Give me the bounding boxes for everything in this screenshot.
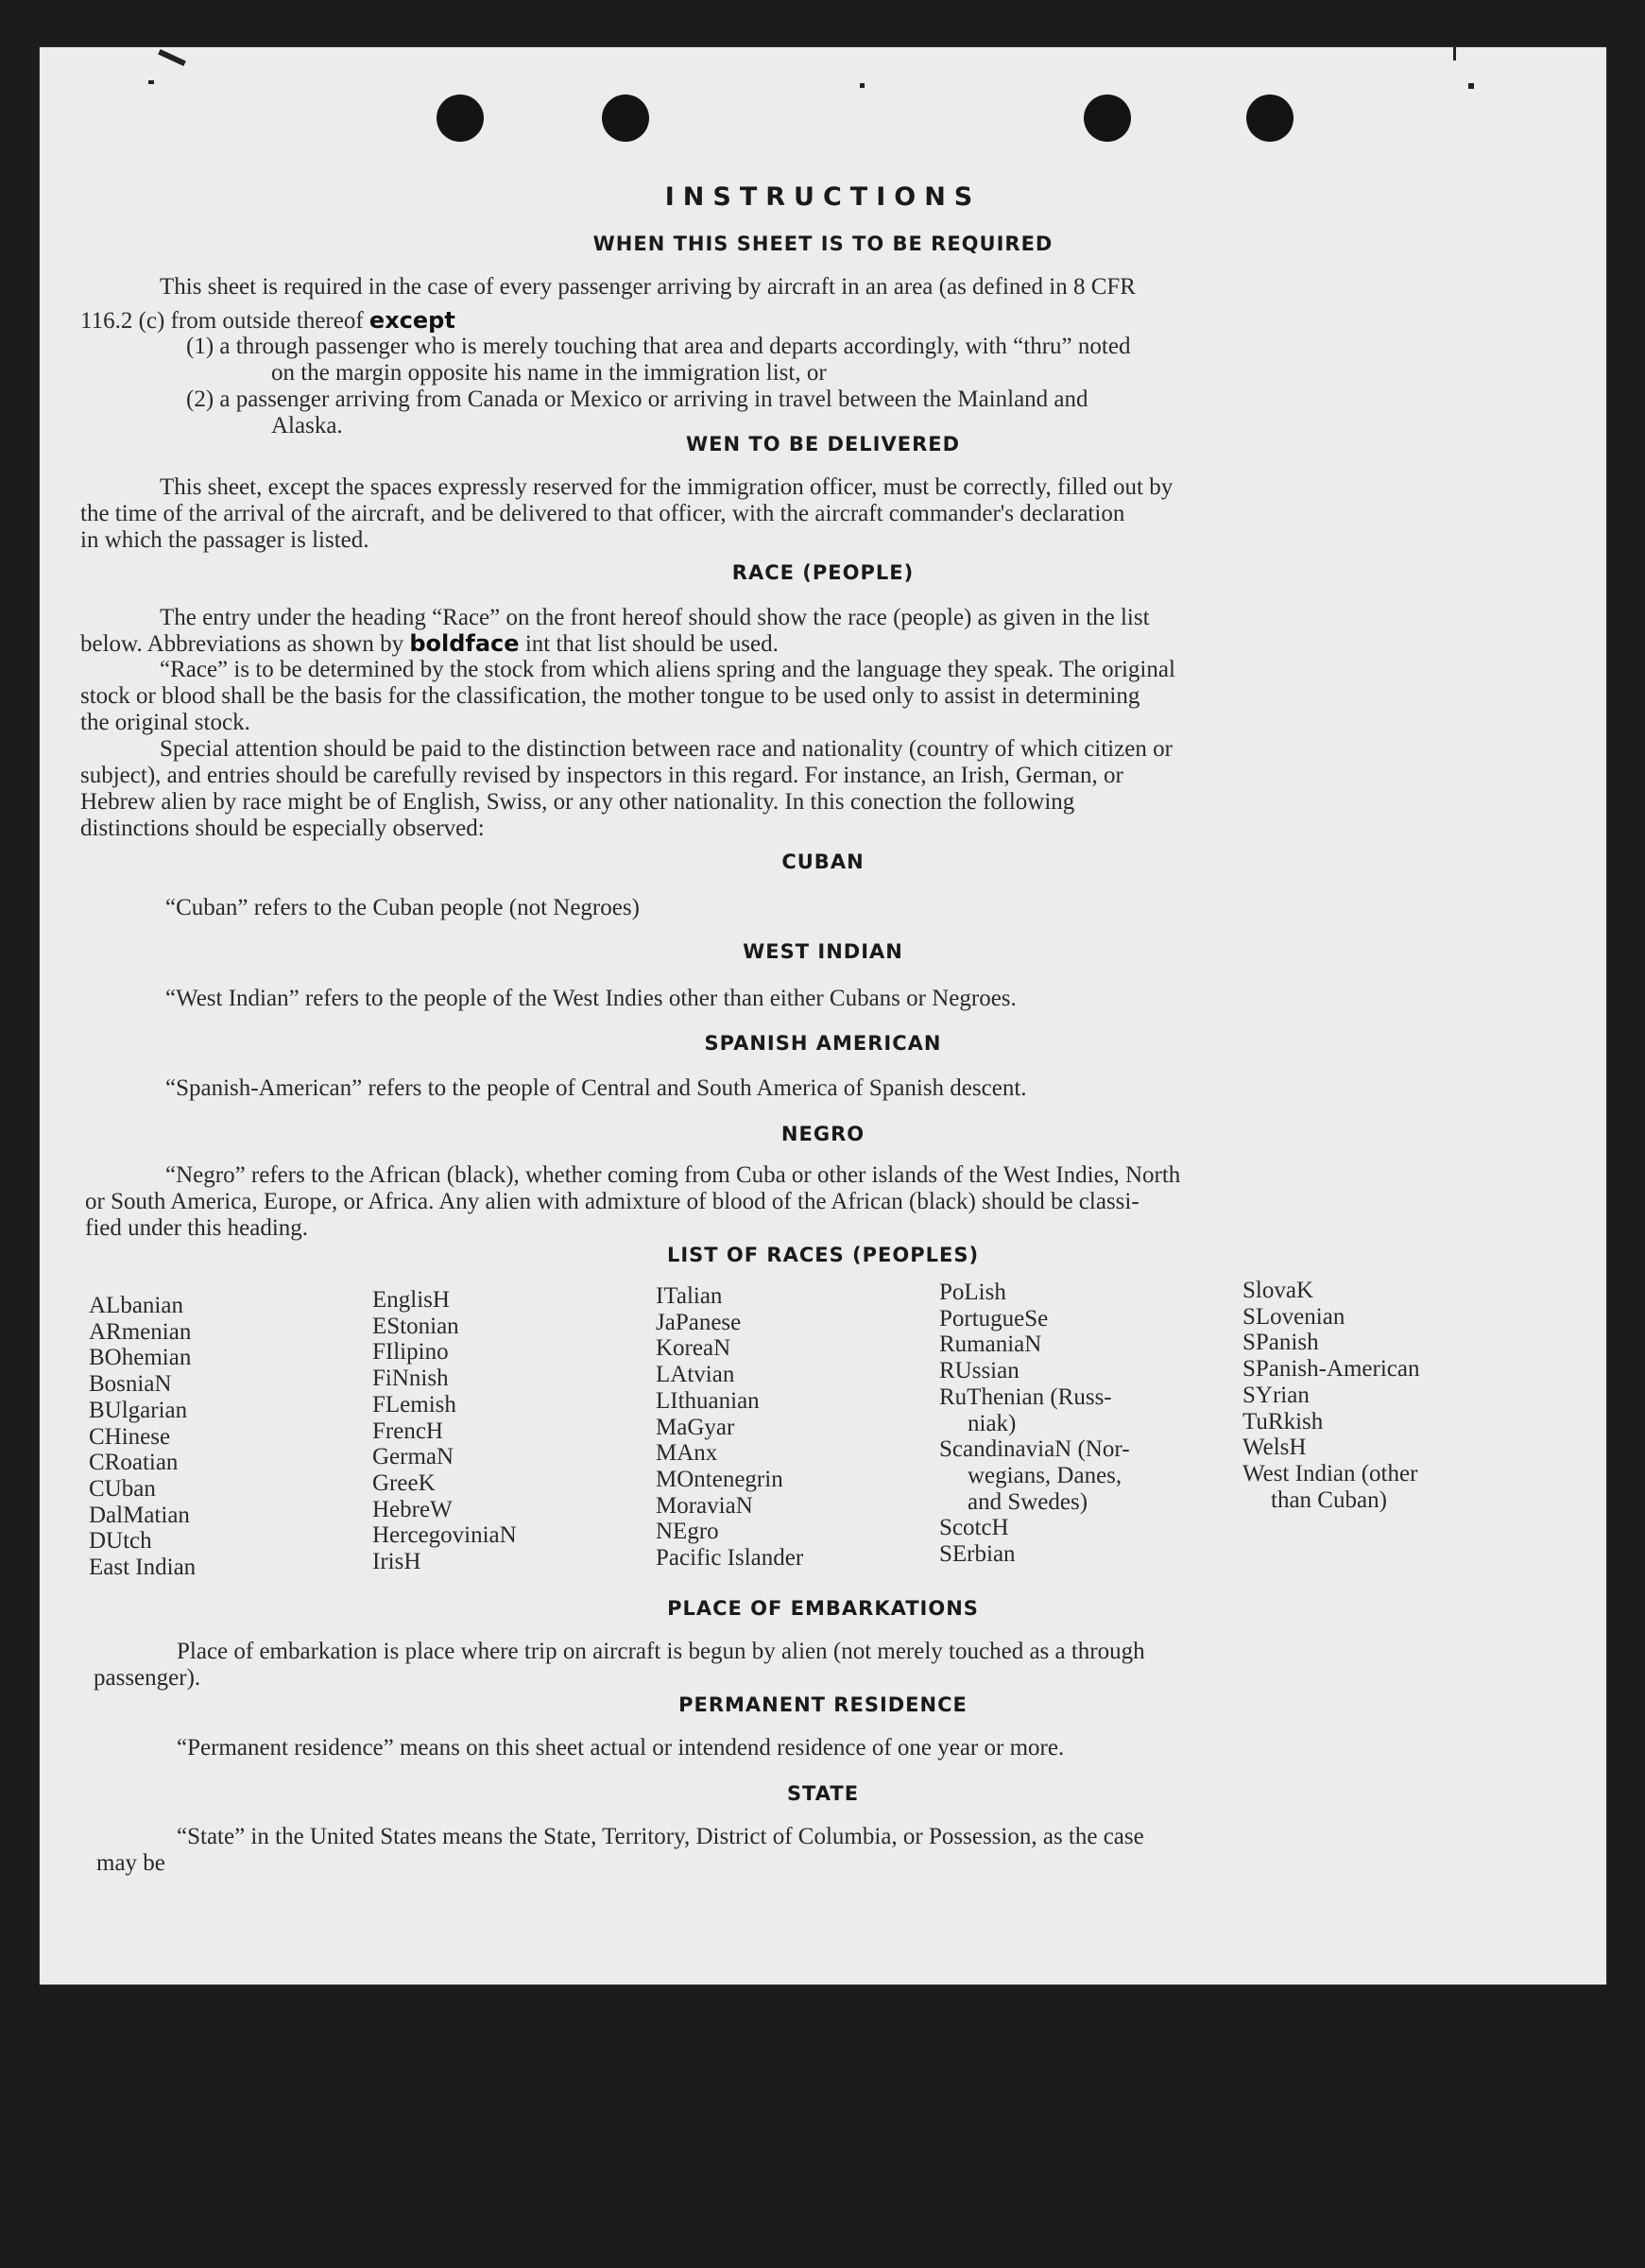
race-item: MoraviaN	[656, 1492, 753, 1519]
race-item: and Swedes)	[968, 1488, 1088, 1515]
definition-spanish-american: “Spanish-American” refers to the people of Central and South America of Spanish descent.	[165, 1075, 1027, 1101]
race-item: ScotcH	[939, 1515, 1009, 1541]
heading-west-indian: WEST INDIAN	[743, 940, 903, 963]
race-item: Pacific Islander	[656, 1545, 804, 1572]
race-item: BosniaN	[89, 1371, 172, 1398]
paragraph-line: (1) a through passenger who is merely touching that area and departs accordingly, with “thru” noted	[186, 334, 1131, 359]
paragraph-text: 116.2 (c) from outside thereof	[80, 308, 364, 334]
race-item: FLemish	[372, 1391, 456, 1418]
paragraph-line: This sheet is required in the case of every passenger arriving by aircraft in an area (as defined in 8 CFR	[160, 274, 1136, 300]
race-item: wegians, Danes,	[968, 1462, 1122, 1488]
race-item: MAnx	[656, 1440, 718, 1467]
race-item: SLovenian	[1242, 1303, 1345, 1330]
paragraph-line: Alaska.	[271, 413, 343, 438]
race-item: IrisH	[372, 1549, 421, 1575]
paragraph-line: the original stock.	[80, 710, 250, 735]
race-item: CUban	[89, 1475, 156, 1502]
paragraph-line: or South America, Europe, or Africa. Any alien with admixture of blood of the African (black) should be classi-	[85, 1189, 1140, 1214]
race-item: SYrian	[1242, 1382, 1310, 1408]
paragraph-line: This sheet, except the spaces expressly reserved for the immigration officer, must be correctly, filled out by	[160, 474, 1174, 500]
race-item: East Indian	[89, 1555, 197, 1581]
race-item: FrencH	[372, 1418, 443, 1444]
race-item: ScandinaviaN (Nor-	[939, 1436, 1130, 1463]
emphasis-except: except	[368, 307, 455, 334]
paragraph-text: below. Abbreviations as shown by	[80, 631, 404, 657]
race-item: TuRkish	[1242, 1408, 1324, 1435]
race-item: KoreaN	[656, 1335, 731, 1362]
definition-cuban: “Cuban” refers to the Cuban people (not Negroes)	[165, 895, 640, 920]
paragraph-line: on the margin opposite his name in the immigration list, or	[271, 360, 827, 386]
heading-negro: NEGRO	[780, 1123, 865, 1145]
race-item: CHinese	[89, 1423, 171, 1450]
emphasis-boldface: boldface	[409, 630, 520, 657]
race-item: EStonian	[372, 1313, 459, 1339]
paragraph-line: Hebrew alien by race might be of English, Swiss, or any other nationality. In this conection the following	[80, 789, 1075, 815]
definition-permanent-residence: “Permanent residence” means on this sheet actual or intendend residence of one year or more.	[177, 1735, 1065, 1761]
paragraph-line: Place of embarkation is place where trip on aircraft is begun by alien (not merely touched as a through	[177, 1639, 1145, 1664]
race-item: JaPanese	[656, 1309, 742, 1335]
races-column-5	[1242, 1278, 1419, 1513]
races-column-2	[372, 1287, 517, 1575]
race-item: NEgro	[656, 1519, 719, 1545]
races-column-4	[939, 1280, 1130, 1568]
races-column-3	[656, 1283, 803, 1572]
race-item: DUtch	[89, 1528, 152, 1555]
race-item: FiNnish	[372, 1366, 449, 1392]
race-item: LIthuanian	[656, 1387, 760, 1414]
race-item: niak)	[968, 1410, 1017, 1436]
dust-speck	[1468, 83, 1474, 89]
race-item: PortugueSe	[939, 1305, 1049, 1332]
heading-permanent-residence: PERMANENT RESIDENCE	[678, 1693, 968, 1716]
race-item: PoLish	[939, 1280, 1006, 1305]
race-item: RUssian	[939, 1358, 1020, 1384]
instruction-sheet	[40, 47, 1606, 1984]
race-item: ALbanian	[89, 1293, 183, 1318]
dust-speck	[1453, 47, 1456, 60]
paragraph-line	[80, 307, 455, 335]
race-item: HercegoviniaN	[372, 1522, 517, 1549]
race-item: SlovaK	[1242, 1278, 1313, 1303]
paragraph-line: “State” in the United States means the State, Territory, District of Columbia, or Possession, as the case	[177, 1824, 1144, 1849]
race-item: RumaniaN	[939, 1332, 1042, 1358]
race-item: MOntenegrin	[656, 1466, 783, 1492]
paragraph-line: fied under this heading.	[85, 1215, 309, 1241]
race-item: DalMatian	[89, 1502, 190, 1528]
race-item: BUlgarian	[89, 1397, 188, 1423]
race-item: LAtvian	[656, 1362, 735, 1388]
races-column-1	[89, 1293, 196, 1581]
race-item: ARmenian	[89, 1318, 192, 1345]
race-item: BOhemian	[89, 1345, 192, 1371]
race-item: HebreW	[372, 1496, 453, 1522]
race-item: SPanish-American	[1242, 1356, 1420, 1383]
heading-when-delivered: WEN TO BE DELIVERED	[685, 433, 961, 455]
race-item: EnglisH	[372, 1287, 450, 1313]
paragraph-text: int that list should be used.	[524, 631, 779, 657]
paragraph-line: stock or blood shall be the basis for the classification, the mother tongue to be used only to assist in determining	[80, 683, 1140, 709]
paragraph-line: distinctions should be especially observed:	[80, 816, 485, 841]
paragraph-line: The entry under the heading “Race” on the front hereof should show the race (people) as given in the list	[160, 605, 1150, 630]
paragraph-line: subject), and entries should be carefully revised by inspectors in this regard. For instance, an Irish, German, or	[80, 763, 1123, 788]
race-item: FIlipino	[372, 1339, 449, 1366]
race-item: GermaN	[372, 1444, 454, 1470]
paragraph-line: “Negro” refers to the African (black), whether coming from Cuba or other islands of the West Indies, North	[165, 1162, 1181, 1188]
punch-hole	[1246, 94, 1294, 142]
race-item: RuThenian (Russ-	[939, 1383, 1112, 1410]
page-title: INSTRUCTIONS	[664, 182, 982, 212]
punch-hole	[1084, 94, 1131, 142]
race-item: West Indian (other	[1242, 1460, 1418, 1486]
race-item: WelsH	[1242, 1435, 1307, 1461]
dust-speck	[148, 80, 154, 84]
race-item: MaGyar	[656, 1414, 735, 1440]
paragraph-line: (2) a passenger arriving from Canada or Mexico or arriving in travel between the Mainland and	[186, 387, 1088, 412]
paragraph-line: the time of the arrival of the aircraft, and be delivered to that officer, with the aircraft commander's declaration	[80, 501, 1125, 526]
paragraph-line: Special attention should be paid to the distinction between race and nationality (country of which citizen or	[160, 736, 1173, 762]
punch-hole	[437, 94, 484, 142]
race-item: ITalian	[656, 1283, 723, 1309]
heading-spanish-american: SPANISH AMERICAN	[704, 1032, 942, 1055]
race-item: GreeK	[372, 1469, 436, 1496]
heading-place-of-embarkation: PLACE OF EMBARKATIONS	[667, 1597, 979, 1620]
race-item: than Cuban)	[1271, 1486, 1387, 1513]
race-item: SPanish	[1242, 1330, 1319, 1356]
heading-cuban: CUBAN	[781, 850, 865, 873]
paragraph-line: in which the passager is listed.	[80, 527, 369, 553]
race-item: CRoatian	[89, 1450, 179, 1476]
heading-state: STATE	[786, 1782, 860, 1805]
paragraph-line: “Race” is to be determined by the stock from which aliens spring and the language they speak. The original	[160, 657, 1175, 682]
heading-list-of-races: LIST OF RACES (PEOPLES)	[666, 1244, 980, 1266]
dust-speck	[158, 49, 186, 66]
punch-hole	[602, 94, 649, 142]
paragraph-line: passenger).	[94, 1665, 201, 1691]
definition-west-indian: “West Indian” refers to the people of the West Indies other than either Cubans or Negroes.	[165, 986, 1017, 1011]
dust-speck	[860, 83, 865, 88]
heading-race: RACE (PEOPLE)	[731, 561, 915, 584]
paragraph-line	[80, 630, 779, 658]
race-item: SErbian	[939, 1541, 1016, 1568]
paragraph-line: may be	[96, 1850, 165, 1876]
heading-when-required: WHEN THIS SHEET IS TO BE REQUIRED	[592, 232, 1054, 255]
